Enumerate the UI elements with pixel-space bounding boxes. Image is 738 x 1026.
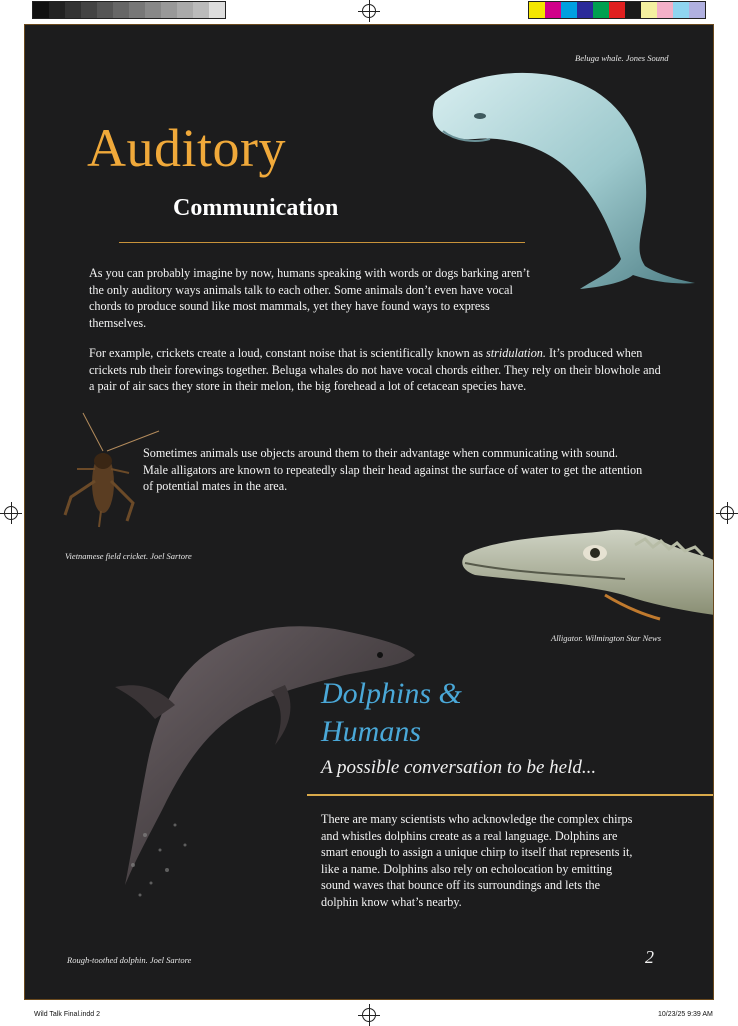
beluga-whale-photo [395,61,714,291]
cricket-caption: Vietnamese field cricket. Joel Sartore [65,551,192,561]
stridulation-term: stridulation. [486,346,546,360]
registration-mark-left [4,506,18,520]
process-color-bar [528,1,706,19]
page-title: Auditory [87,118,286,178]
dolphins-heading-line2: Humans [321,715,422,748]
page-number: 2 [645,947,654,967]
beluga-caption: Beluga whale. Jones Sound [575,53,669,63]
registration-mark-bottom [362,1008,376,1022]
magazine-page [24,24,714,1000]
dolphins-subheading: A possible conversation to be held... [321,757,597,778]
title-divider [119,242,525,243]
stridulation-text-b: It’s produced when crickets rub their forewings together. Beluga whales do not have vocal chords either. They rely on their blowhole and a pair of air sacs they store in their melon, the big forehead a lot of cetacean species have. [89,346,661,394]
alligator-photo [455,515,714,625]
slug-file: Wild Talk Final.indd 2 [34,1011,101,1018]
stridulation-paragraph [89,345,669,395]
alligator-paragraph: Sometimes animals use objects around them to their advantage when communicating with sound. Male alligators are known to repeatedly slap their head against the surface of water to get the attention of potential mates in the area. [143,446,643,494]
page-subtitle: Communication [173,195,339,221]
registration-mark-right [720,506,734,520]
dolphins-divider [307,794,714,796]
slug-date: 10/23/25 9:39 AM [658,1011,713,1018]
dolphins-paragraph: There are many scientists who acknowledge the complex chirps and whistles dolphins create as a real language. Dolphins are smart enough to assign a unique chirp to itself that represents it, like a name. Dolphins also rely on echolocation by emitting sound waves that bounce off its surroundings and lets the dolphin know what’s nearby. [321,812,633,909]
alligator-caption: Alligator. Wilmington Star News [551,633,662,643]
registration-mark-top [362,4,376,18]
dolphins-heading-line1: Dolphins & [321,677,462,710]
grayscale-color-bar [32,1,226,19]
stridulation-text-a: For example, crickets create a loud, constant noise that is scientifically known as [89,346,486,360]
dolphin-caption: Rough-toothed dolphin. Joel Sartore [67,955,192,965]
intro-paragraph: As you can probably imagine by now, humans speaking with words or dogs barking aren’t the only auditory ways animals talk to each other. Some animals don’t even have vocal chords to produce sound like most mammals, yet they have found ways to express themselves. [89,266,530,330]
